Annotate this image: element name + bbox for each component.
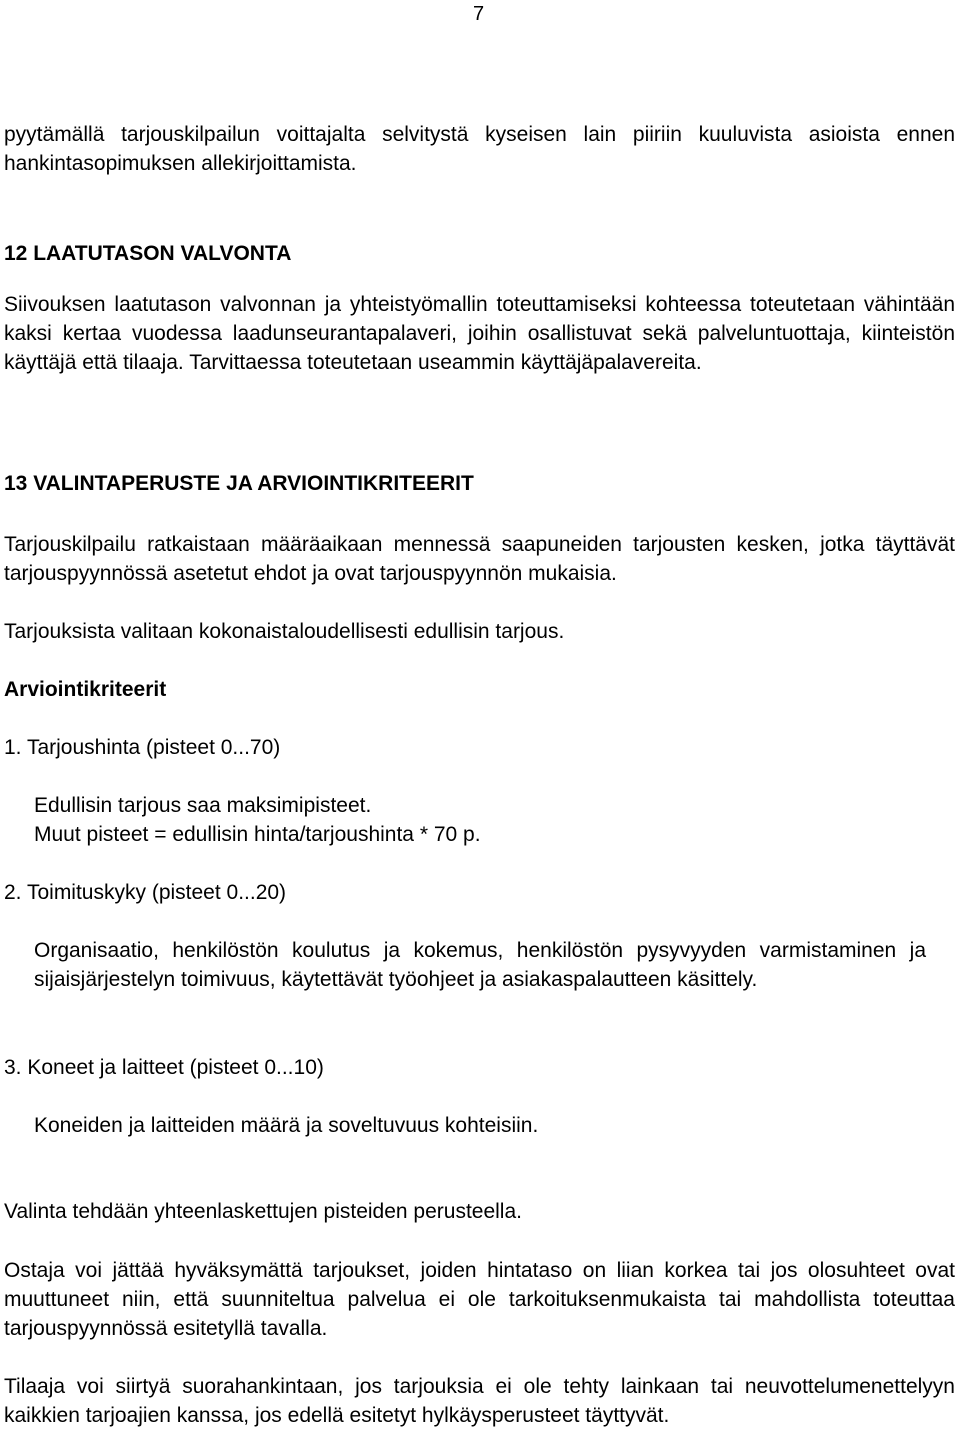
criterion-1-line-1: Edullisin tarjous saa maksimipisteet. — [34, 794, 372, 817]
criterion-2-text: Organisaatio, henkilöstön koulutus ja kokemus, henkilöstön pysyvyyden varmistaminen ja sijaisjärjestelyn toimivuus, käytettävät työohjeet ja asiakaspalautteen käsittely. — [34, 939, 926, 991]
criterion-3-text: Koneiden ja laitteiden määrä ja soveltuvuus kohteisiin. — [34, 1114, 539, 1137]
direct-procurement-paragraph: Tilaaja voi siirtyä suorahankintaan, jos tarjouksia ei ole tehty lainkaan tai neuvottelumenettelyyn kaikkien tarjoajien kanssa, jos edellä esitetyt hylkäysperusteet täyttyvät. — [4, 1375, 955, 1427]
criterion-3-title: 3. Koneet ja laitteet (pisteet 0...10) — [4, 1056, 324, 1079]
section-12-heading: 12 LAATUTASON VALVONTA — [4, 242, 292, 265]
criterion-1-line-2: Muut pisteet = edullisin hinta/tarjoushinta * 70 p. — [34, 823, 481, 846]
selection-paragraph: Valinta tehdään yhteenlaskettujen pisteiden perusteella. — [4, 1200, 522, 1223]
criterion-1-title: 1. Tarjoushinta (pisteet 0...70) — [4, 736, 281, 759]
criterion-2-title: 2. Toimituskyky (pisteet 0...20) — [4, 881, 287, 904]
rejection-paragraph: Ostaja voi jättää hyväksymättä tarjoukset, joiden hintataso on liian korkea tai jos olosuhteet ovat muuttuneet niin, että suunniteltua palvelua ei ole tarkoituksenmukaista tai mahdollista toteuttaa tarjouspyynnössä esitetyllä tavalla. — [4, 1259, 955, 1340]
page-number: 7 — [473, 3, 485, 25]
section-12-paragraph: Siivouksen laatutason valvonnan ja yhteistyömallin toteuttamiseksi kohteessa toteutetaan vähintään kaksi kertaa vuodessa laadunseurantapalaveri, joihin osallistuvat sekä palveluntuottaja, kiinteistön käyttäjä että tilaaja. Tarvittaessa toteutetaan useammin käyttäjäpalavereita. — [4, 293, 955, 374]
criteria-heading: Arviointikriteerit — [4, 678, 167, 701]
section-13-paragraph-2: Tarjouksista valitaan kokonaistaloudellisesti edullisin tarjous. — [4, 620, 565, 643]
section-13-paragraph-1: Tarjouskilpailu ratkaistaan määräaikaan mennessä saapuneiden tarjousten kesken, jotka täyttävät tarjouspyynnössä asetetut ehdot ja ovat tarjouspyynnön mukaisia. — [4, 533, 955, 585]
section-13-heading: 13 VALINTAPERUSTE JA ARVIOINTIKRITEERIT — [4, 472, 474, 495]
intro-paragraph: pyytämällä tarjouskilpailun voittajalta selvitystä kyseisen lain piiriin kuuluvista asioista ennen hankintasopimuksen allekirjoittamista. — [4, 123, 955, 175]
